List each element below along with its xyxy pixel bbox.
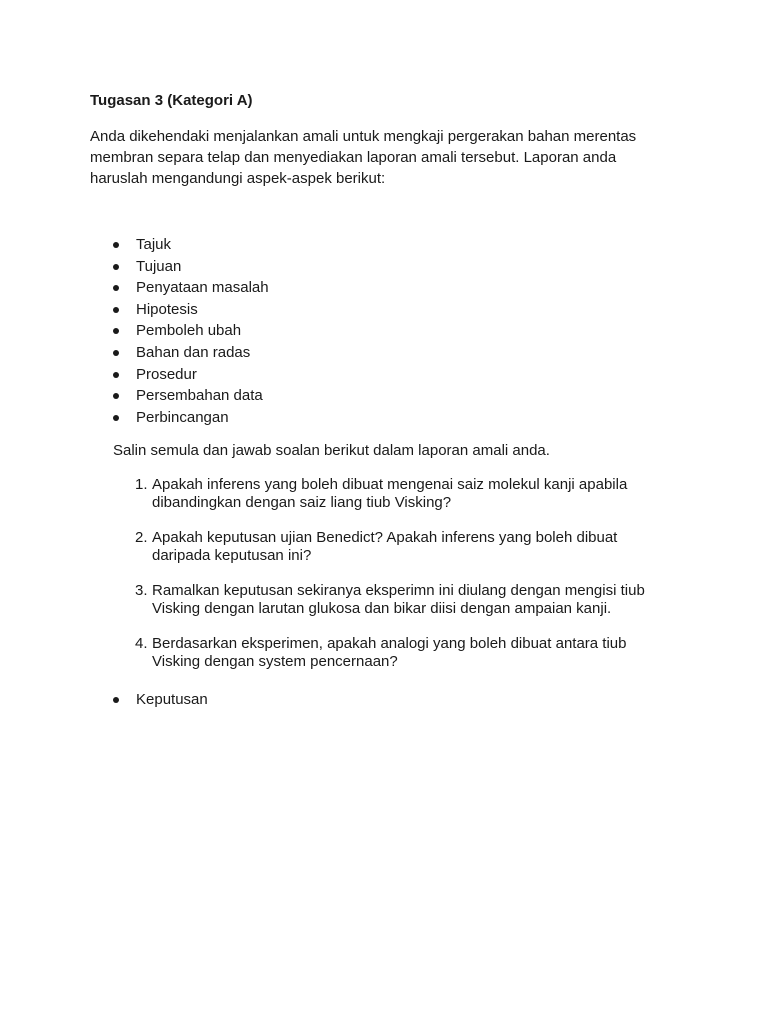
intro-paragraph bbox=[90, 126, 690, 189]
question-line: dibandingkan dengan saiz liang tiub Visking? bbox=[152, 493, 452, 511]
aspect-label: Pemboleh ubah bbox=[136, 322, 242, 340]
list-item bbox=[110, 407, 269, 429]
aspect-label: Perbincangan bbox=[136, 408, 229, 426]
list-item bbox=[110, 320, 269, 342]
question-number: 1. bbox=[135, 476, 148, 493]
list-item bbox=[110, 256, 269, 278]
question-item bbox=[135, 476, 695, 511]
intro-line: haruslah mengandungi aspek-aspek berikut: bbox=[90, 170, 386, 187]
question-item bbox=[135, 582, 695, 617]
question-line: daripada keputusan ini? bbox=[152, 546, 312, 564]
aspect-label: Prosedur bbox=[136, 365, 197, 383]
bullet-icon bbox=[113, 697, 119, 703]
question-line: Visking dengan larutan glukosa dan bikar diisi dengan ampaian kanji. bbox=[152, 599, 612, 617]
bullet-icon bbox=[113, 372, 119, 378]
aspect-label: Bahan dan radas bbox=[136, 343, 251, 361]
list-item bbox=[110, 364, 269, 386]
list-item bbox=[110, 689, 208, 711]
bullet-icon bbox=[113, 285, 119, 291]
aspect-label: Tujuan bbox=[136, 257, 182, 275]
list-item bbox=[110, 299, 269, 321]
aspect-label: Hipotesis bbox=[136, 300, 198, 318]
list-item bbox=[110, 342, 269, 364]
intro-line: Anda dikehendaki menjalankan amali untuk mengkaji pergerakan bahan merentas bbox=[90, 128, 637, 145]
bullet-icon bbox=[113, 328, 119, 334]
question-item bbox=[135, 635, 695, 670]
list-item bbox=[110, 385, 269, 407]
aspect-label: Penyataan masalah bbox=[136, 279, 269, 297]
bullet-icon bbox=[113, 350, 119, 356]
questions-list bbox=[135, 476, 695, 688]
question-number: 2. bbox=[135, 529, 148, 546]
document-title: Tugasan 3 (Kategori A) bbox=[90, 92, 253, 109]
question-number: 4. bbox=[135, 635, 148, 652]
question-line: Apakah inferens yang boleh dibuat mengenai saiz molekul kanji apabila bbox=[152, 476, 628, 493]
list-item bbox=[110, 277, 269, 299]
bullet-icon bbox=[113, 242, 119, 248]
instruction-text: Salin semula dan jawab soalan berikut dalam laporan amali anda. bbox=[113, 442, 550, 459]
bullet-icon bbox=[113, 307, 119, 313]
question-item bbox=[135, 529, 695, 564]
aspect-label: Persembahan data bbox=[136, 387, 263, 405]
list-item bbox=[110, 234, 269, 256]
intro-line: membran separa telap dan menyediakan laporan amali tersebut. Laporan anda bbox=[90, 149, 617, 166]
bullet-icon bbox=[113, 415, 119, 421]
aspect-label: Tajuk bbox=[136, 236, 172, 253]
aspect-label: Keputusan bbox=[136, 691, 208, 708]
question-line: Apakah keputusan ujian Benedict? Apakah inferens yang boleh dibuat bbox=[152, 529, 618, 546]
question-line: Berdasarkan eksperimen, apakah analogi yang boleh dibuat antara tiub bbox=[152, 635, 627, 652]
question-number: 3. bbox=[135, 582, 148, 599]
aspects-list bbox=[110, 234, 269, 428]
question-line: Ramalkan keputusan sekiranya eksperimn ini diulang dengan mengisi tiub bbox=[152, 582, 645, 599]
question-line: Visking dengan system pencernaan? bbox=[152, 652, 398, 670]
bullet-icon bbox=[113, 264, 119, 270]
final-aspect-list bbox=[110, 689, 208, 711]
bullet-icon bbox=[113, 393, 119, 399]
